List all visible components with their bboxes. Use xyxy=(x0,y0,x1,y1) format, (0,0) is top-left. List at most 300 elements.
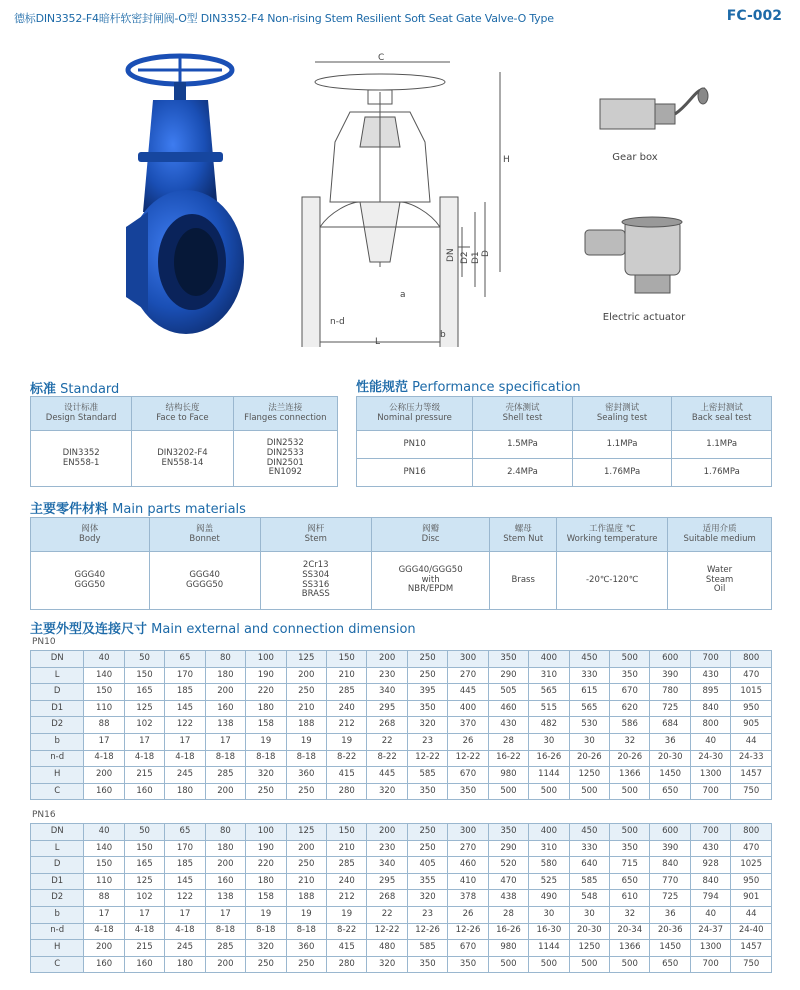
cell-working-temperature: -20℃-120℃ xyxy=(557,552,668,610)
dimension-row xyxy=(31,956,772,973)
dimension-cell: 17 xyxy=(124,906,164,923)
dimension-cell: 158 xyxy=(246,717,286,734)
dimension-cell: 180 xyxy=(246,873,286,890)
dimension-cell: 200 xyxy=(286,667,326,684)
dimension-cell: 160 xyxy=(124,783,164,800)
dimension-cell: 950 xyxy=(731,700,772,717)
dimension-cell: 28 xyxy=(488,733,528,750)
header-flanges-connection: 法兰连接 Flanges connection xyxy=(233,397,337,431)
dimension-row xyxy=(31,873,772,890)
dimension-cell: 180 xyxy=(205,840,245,857)
dimension-cell: 650 xyxy=(650,956,690,973)
dimension-cell: 12-26 xyxy=(407,923,447,940)
dimension-cell: 22 xyxy=(367,733,407,750)
dimension-cell: 355 xyxy=(407,873,447,890)
pn10-dimension-table xyxy=(30,650,772,800)
performance-table xyxy=(356,396,772,487)
dimension-cell: 565 xyxy=(569,700,609,717)
dimension-cell: 350 xyxy=(448,783,488,800)
dimension-cell: 460 xyxy=(488,700,528,717)
dimension-cell: 24-37 xyxy=(690,923,730,940)
dimension-cell: 482 xyxy=(529,717,569,734)
dimension-cell: 125 xyxy=(124,873,164,890)
dimension-cell: 840 xyxy=(690,700,730,717)
dimension-row xyxy=(31,783,772,800)
dimension-cell: 350 xyxy=(488,824,528,841)
dimension-cell: 215 xyxy=(124,940,164,957)
actuator-caption: Electric actuator xyxy=(602,312,686,323)
dimension-cell: 102 xyxy=(124,717,164,734)
dimension-cell: 150 xyxy=(326,824,366,841)
label-dn: DN xyxy=(446,248,456,262)
dimension-cell: 200 xyxy=(367,651,407,668)
dimension-cell: 430 xyxy=(690,840,730,857)
dimension-row-label: C xyxy=(31,956,84,973)
dimension-cell: 1015 xyxy=(731,684,772,701)
dimension-cell: 800 xyxy=(690,717,730,734)
dimension-cell: 185 xyxy=(165,684,205,701)
dimension-cell: 750 xyxy=(731,956,772,973)
dimension-cell: 700 xyxy=(690,783,730,800)
dimension-cell: 4-18 xyxy=(124,750,164,767)
dimension-cell: 190 xyxy=(246,840,286,857)
dimension-cell: 515 xyxy=(529,700,569,717)
dimension-cell: 670 xyxy=(448,767,488,784)
dimension-cell: 19 xyxy=(246,733,286,750)
dimension-cell: 430 xyxy=(690,667,730,684)
dimension-cell: 30 xyxy=(529,733,569,750)
dimension-cell: 270 xyxy=(448,667,488,684)
dimension-cell: 1366 xyxy=(610,940,650,957)
dimension-cell: 4-18 xyxy=(165,923,205,940)
dimension-cell: 715 xyxy=(610,857,650,874)
dimension-cell: 4-18 xyxy=(124,923,164,940)
dimension-cell: 180 xyxy=(165,956,205,973)
dimension-cell: 330 xyxy=(569,667,609,684)
dimension-cell: 640 xyxy=(569,857,609,874)
cell-disc: GGG40/GGG50 with NBR/EPDM xyxy=(371,552,490,610)
dimension-cell: 138 xyxy=(205,890,245,907)
dimension-cell: 150 xyxy=(84,857,124,874)
dimension-cell: 20-26 xyxy=(569,750,609,767)
dimension-cell: 470 xyxy=(731,840,772,857)
dimension-cell: 110 xyxy=(84,700,124,717)
dimension-cell: 450 xyxy=(569,651,609,668)
dimension-cell: 110 xyxy=(84,873,124,890)
dimension-cell: 212 xyxy=(326,890,366,907)
header-suitable-medium: 适用介质 Suitable medium xyxy=(668,518,772,552)
dimension-cell: 30 xyxy=(569,906,609,923)
dimension-cell: 320 xyxy=(367,956,407,973)
dimension-cell: 445 xyxy=(367,767,407,784)
dimension-cell: 23 xyxy=(407,733,447,750)
dimension-cell: 1457 xyxy=(731,767,772,784)
dimension-cell: 32 xyxy=(610,733,650,750)
dimension-cell: 24-40 xyxy=(731,923,772,940)
dimension-cell: 160 xyxy=(84,783,124,800)
dimension-cell: 200 xyxy=(84,940,124,957)
dimension-cell: 800 xyxy=(731,651,772,668)
header-disc: 阀瓣 Disc xyxy=(371,518,490,552)
dimension-cell: 290 xyxy=(488,667,528,684)
dimension-cell: 30 xyxy=(529,906,569,923)
dimension-cell: 200 xyxy=(205,956,245,973)
standard-table xyxy=(30,396,338,487)
dimension-cell: 490 xyxy=(529,890,569,907)
dimension-cell: 210 xyxy=(326,667,366,684)
dimension-cell: 220 xyxy=(246,684,286,701)
dimension-header-row xyxy=(31,651,772,668)
dimensions-section-title: 主要外型及连接尺寸 Main external and connection dimension xyxy=(30,622,416,637)
dimension-cell: 160 xyxy=(205,700,245,717)
header-bonnet: 阀盖 Bonnet xyxy=(149,518,260,552)
dimension-row-label: C xyxy=(31,783,84,800)
dimension-cell: 17 xyxy=(205,906,245,923)
dimension-row xyxy=(31,667,772,684)
dimension-cell: 200 xyxy=(367,824,407,841)
dimension-cell: 16-22 xyxy=(488,750,528,767)
dimension-cell: 230 xyxy=(367,840,407,857)
dimension-cell: 200 xyxy=(84,767,124,784)
dimension-row-label: D1 xyxy=(31,873,84,890)
dimension-cell: 8-22 xyxy=(326,923,366,940)
dimension-cell: 150 xyxy=(124,667,164,684)
dimension-cell: 160 xyxy=(84,956,124,973)
dimension-cell: 160 xyxy=(205,873,245,890)
dimension-cell: 585 xyxy=(569,873,609,890)
dimension-cell: 280 xyxy=(326,956,366,973)
dimension-cell: 390 xyxy=(650,667,690,684)
dimension-cell: 750 xyxy=(731,783,772,800)
dimension-cell: 122 xyxy=(165,717,205,734)
header-back-seal-test: 上密封测试 Back seal test xyxy=(672,397,772,431)
dimension-cell: 215 xyxy=(124,767,164,784)
label-a: a xyxy=(400,290,406,300)
dimension-cell: 650 xyxy=(610,873,650,890)
dimension-cell: 650 xyxy=(650,783,690,800)
dimension-cell: 295 xyxy=(367,700,407,717)
section-drawing xyxy=(290,52,530,347)
materials-section-title: 主要零件材料 Main parts materials xyxy=(30,502,246,517)
dimension-cell: 100 xyxy=(246,651,286,668)
dimension-row-label: L xyxy=(31,840,84,857)
standard-section-title: 标准 Standard xyxy=(30,382,120,397)
dimension-cell: 405 xyxy=(407,857,447,874)
dimension-cell: 350 xyxy=(407,700,447,717)
dimension-cell: 88 xyxy=(84,890,124,907)
dimension-cell: 905 xyxy=(731,717,772,734)
dimension-cell: 8-22 xyxy=(367,750,407,767)
dimension-cell: 670 xyxy=(448,940,488,957)
dimension-cell: 12-22 xyxy=(448,750,488,767)
dimension-cell: 16-26 xyxy=(488,923,528,940)
gearbox-caption: Gear box xyxy=(612,152,658,163)
header-working-temperature: 工作温度 ℃ Working temperature xyxy=(557,518,668,552)
dimension-cell: 50 xyxy=(124,824,164,841)
dimension-cell: 40 xyxy=(690,733,730,750)
dimension-row xyxy=(31,700,772,717)
dimension-cell: 460 xyxy=(448,857,488,874)
dimension-cell: 585 xyxy=(407,767,447,784)
dimension-row-label: DN xyxy=(31,651,84,668)
dimension-cell: 350 xyxy=(488,651,528,668)
dimension-cell: 4-18 xyxy=(165,750,205,767)
dimension-cell: 188 xyxy=(286,890,326,907)
dimension-cell: 44 xyxy=(731,906,772,923)
dimension-cell: 500 xyxy=(529,783,569,800)
label-l: L xyxy=(375,337,381,347)
dimension-cell: 505 xyxy=(488,684,528,701)
dimension-cell: 36 xyxy=(650,733,690,750)
dimension-cell: 88 xyxy=(84,717,124,734)
dimension-cell: 40 xyxy=(690,906,730,923)
dimension-cell: 620 xyxy=(610,700,650,717)
dimension-cell: 615 xyxy=(569,684,609,701)
dimension-cell: 230 xyxy=(367,667,407,684)
dimension-row xyxy=(31,840,772,857)
dimension-cell: 20-34 xyxy=(610,923,650,940)
dimension-row xyxy=(31,906,772,923)
dimension-cell: 17 xyxy=(124,733,164,750)
dimension-cell: 20-36 xyxy=(650,923,690,940)
page-header xyxy=(14,8,786,28)
dimension-cell: 180 xyxy=(165,783,205,800)
dimension-cell: 438 xyxy=(488,890,528,907)
dimension-cell: 26 xyxy=(448,906,488,923)
header-shell-test: 壳体测试 Shell test xyxy=(473,397,573,431)
dimension-row-label: n-d xyxy=(31,923,84,940)
dimension-row-label: D2 xyxy=(31,890,84,907)
dimension-cell: 158 xyxy=(246,890,286,907)
dimension-row xyxy=(31,857,772,874)
dimension-cell: 500 xyxy=(610,783,650,800)
dimension-cell: 65 xyxy=(165,651,205,668)
dimension-cell: 290 xyxy=(488,840,528,857)
dimension-cell: 565 xyxy=(529,684,569,701)
dimension-cell: 125 xyxy=(286,651,326,668)
dimension-cell: 165 xyxy=(124,684,164,701)
cell-stem-nut: Brass xyxy=(490,552,557,610)
dimension-cell: 270 xyxy=(448,840,488,857)
dimension-cell: 500 xyxy=(569,783,609,800)
dimension-row xyxy=(31,940,772,957)
dimension-cell: 320 xyxy=(407,717,447,734)
dimension-cell: 330 xyxy=(569,840,609,857)
dimension-cell: 145 xyxy=(165,873,205,890)
dimension-cell: 400 xyxy=(448,700,488,717)
dimension-cell: 610 xyxy=(610,890,650,907)
dimension-cell: 928 xyxy=(690,857,730,874)
cell-design-standard: DIN3352 EN558-1 xyxy=(31,431,132,487)
dimension-cell: 19 xyxy=(326,733,366,750)
dimension-cell: 245 xyxy=(165,940,205,957)
dimension-cell: 17 xyxy=(205,733,245,750)
dimension-cell: 300 xyxy=(448,824,488,841)
dimension-row xyxy=(31,750,772,767)
dimension-cell: 250 xyxy=(407,651,447,668)
dimension-cell: 180 xyxy=(246,700,286,717)
dimension-cell: 794 xyxy=(690,890,730,907)
dimension-cell: 22 xyxy=(367,906,407,923)
dimension-cell: 40 xyxy=(84,651,124,668)
dimension-cell: 400 xyxy=(529,824,569,841)
dimension-cell: 17 xyxy=(165,906,205,923)
dimension-cell: 17 xyxy=(165,733,205,750)
dimension-cell: 340 xyxy=(367,684,407,701)
dimension-cell: 8-22 xyxy=(326,750,366,767)
dimension-cell: 210 xyxy=(286,700,326,717)
dimension-cell: 250 xyxy=(407,667,447,684)
dimension-cell: 548 xyxy=(569,890,609,907)
page-title: 德标DIN3352-F4暗杆软密封闸阀-O型 DIN3352-F4 Non-rising Stem Resilient Soft Seat Gate Valve-O Type xyxy=(14,12,554,25)
header-stem: 阀杆 Stem xyxy=(260,518,371,552)
dimension-cell: 1144 xyxy=(529,767,569,784)
dimension-cell: 410 xyxy=(448,873,488,890)
label-b: b xyxy=(440,330,446,340)
dimension-cell: 80 xyxy=(205,651,245,668)
dimension-cell: 250 xyxy=(286,783,326,800)
dimension-row xyxy=(31,923,772,940)
dimension-cell: 500 xyxy=(610,956,650,973)
dimension-cell: 245 xyxy=(165,767,205,784)
dimension-cell: 1300 xyxy=(690,940,730,957)
dimension-cell: 220 xyxy=(246,857,286,874)
dimension-cell: 300 xyxy=(448,651,488,668)
dimension-cell: 4-18 xyxy=(84,750,124,767)
dimension-cell: 500 xyxy=(610,651,650,668)
dimension-cell: 100 xyxy=(246,824,286,841)
cell-bonnet: GGG40 GGGG50 xyxy=(149,552,260,610)
dimension-cell: 450 xyxy=(569,824,609,841)
dimension-cell: 1250 xyxy=(569,767,609,784)
dimension-cell: 901 xyxy=(731,890,772,907)
dimension-cell: 19 xyxy=(286,733,326,750)
dimension-cell: 180 xyxy=(205,667,245,684)
dimension-cell: 170 xyxy=(165,667,205,684)
dimension-cell: 16-30 xyxy=(529,923,569,940)
dimension-cell: 350 xyxy=(407,783,447,800)
dimension-cell: 160 xyxy=(124,956,164,973)
label-h: H xyxy=(503,155,510,165)
dimension-cell: 585 xyxy=(407,940,447,957)
header-stem-nut: 螺母 Stem Nut xyxy=(490,518,557,552)
dimension-cell: 200 xyxy=(205,783,245,800)
dimension-cell: 250 xyxy=(286,956,326,973)
dimension-cell: 150 xyxy=(326,651,366,668)
dimension-cell: 770 xyxy=(650,873,690,890)
dimension-cell: 20-30 xyxy=(650,750,690,767)
dimension-row-label: H xyxy=(31,940,84,957)
dimension-cell: 190 xyxy=(246,667,286,684)
dimension-cell: 12-26 xyxy=(448,923,488,940)
dimension-cell: 1025 xyxy=(731,857,772,874)
dimension-cell: 210 xyxy=(286,873,326,890)
dimension-cell: 430 xyxy=(488,717,528,734)
materials-table xyxy=(30,517,772,610)
dimension-cell: 580 xyxy=(529,857,569,874)
dimension-cell: 470 xyxy=(488,873,528,890)
dimension-cell: 23 xyxy=(407,906,447,923)
dimension-cell: 8-18 xyxy=(246,923,286,940)
dimension-cell: 295 xyxy=(367,873,407,890)
dimension-cell: 50 xyxy=(124,651,164,668)
dimension-cell: 600 xyxy=(650,651,690,668)
dimension-cell: 24-33 xyxy=(731,750,772,767)
dimension-cell: 285 xyxy=(205,767,245,784)
dimension-cell: 360 xyxy=(286,940,326,957)
dimension-cell: 725 xyxy=(650,890,690,907)
dimension-cell: 320 xyxy=(246,767,286,784)
dimension-cell: 586 xyxy=(610,717,650,734)
dimension-row xyxy=(31,767,772,784)
dimension-cell: 8-18 xyxy=(205,923,245,940)
dimension-cell: 500 xyxy=(610,824,650,841)
dimension-cell: 8-18 xyxy=(286,750,326,767)
cell-suitable-medium: Water Steam Oil xyxy=(668,552,772,610)
dimension-cell: 320 xyxy=(407,890,447,907)
dimension-row-label: L xyxy=(31,667,84,684)
dimension-cell: 26 xyxy=(448,733,488,750)
dimension-cell: 8-18 xyxy=(205,750,245,767)
dimension-cell: 165 xyxy=(124,857,164,874)
header-sealing-test: 密封测试 Sealing test xyxy=(572,397,672,431)
dimension-cell: 684 xyxy=(650,717,690,734)
pn16-dimension-table xyxy=(30,823,772,973)
dimension-cell: 700 xyxy=(690,651,730,668)
dimension-cell: 280 xyxy=(326,783,366,800)
dimension-row-label: D2 xyxy=(31,717,84,734)
dimension-row-label: D1 xyxy=(31,700,84,717)
dimension-row xyxy=(31,684,772,701)
dimension-cell: 895 xyxy=(690,684,730,701)
dimension-cell: 240 xyxy=(326,873,366,890)
label-d2: D2 xyxy=(460,251,470,264)
dimension-cell: 285 xyxy=(326,857,366,874)
dimension-cell: 470 xyxy=(731,667,772,684)
dimension-cell: 1300 xyxy=(690,767,730,784)
dimension-cell: 200 xyxy=(286,840,326,857)
dimension-cell: 780 xyxy=(650,684,690,701)
dimension-cell: 40 xyxy=(84,824,124,841)
dimension-cell: 12-22 xyxy=(367,923,407,940)
dimension-cell: 16-26 xyxy=(529,750,569,767)
dimension-cell: 102 xyxy=(124,890,164,907)
dimension-cell: 415 xyxy=(326,767,366,784)
dimension-cell: 1366 xyxy=(610,767,650,784)
dimension-cell: 20-30 xyxy=(569,923,609,940)
dimension-cell: 800 xyxy=(731,824,772,841)
dimension-cell: 140 xyxy=(84,840,124,857)
dimension-cell: 350 xyxy=(610,840,650,857)
dimension-cell: 12-22 xyxy=(407,750,447,767)
label-c: C xyxy=(378,53,385,63)
pn10-label: PN10 xyxy=(32,637,56,647)
dimension-cell: 150 xyxy=(84,684,124,701)
dimension-cell: 250 xyxy=(286,857,326,874)
dimension-cell: 250 xyxy=(246,783,286,800)
dimension-cell: 370 xyxy=(448,717,488,734)
dimension-cell: 138 xyxy=(205,717,245,734)
dimension-cell: 200 xyxy=(205,857,245,874)
dimension-row xyxy=(31,733,772,750)
dimension-row-label: b xyxy=(31,733,84,750)
dimension-cell: 700 xyxy=(690,956,730,973)
dimension-cell: 28 xyxy=(488,906,528,923)
actuator-drawing xyxy=(580,210,700,300)
dimension-cell: 170 xyxy=(165,840,205,857)
label-nd: n-d xyxy=(330,317,345,327)
dimension-cell: 19 xyxy=(246,906,286,923)
